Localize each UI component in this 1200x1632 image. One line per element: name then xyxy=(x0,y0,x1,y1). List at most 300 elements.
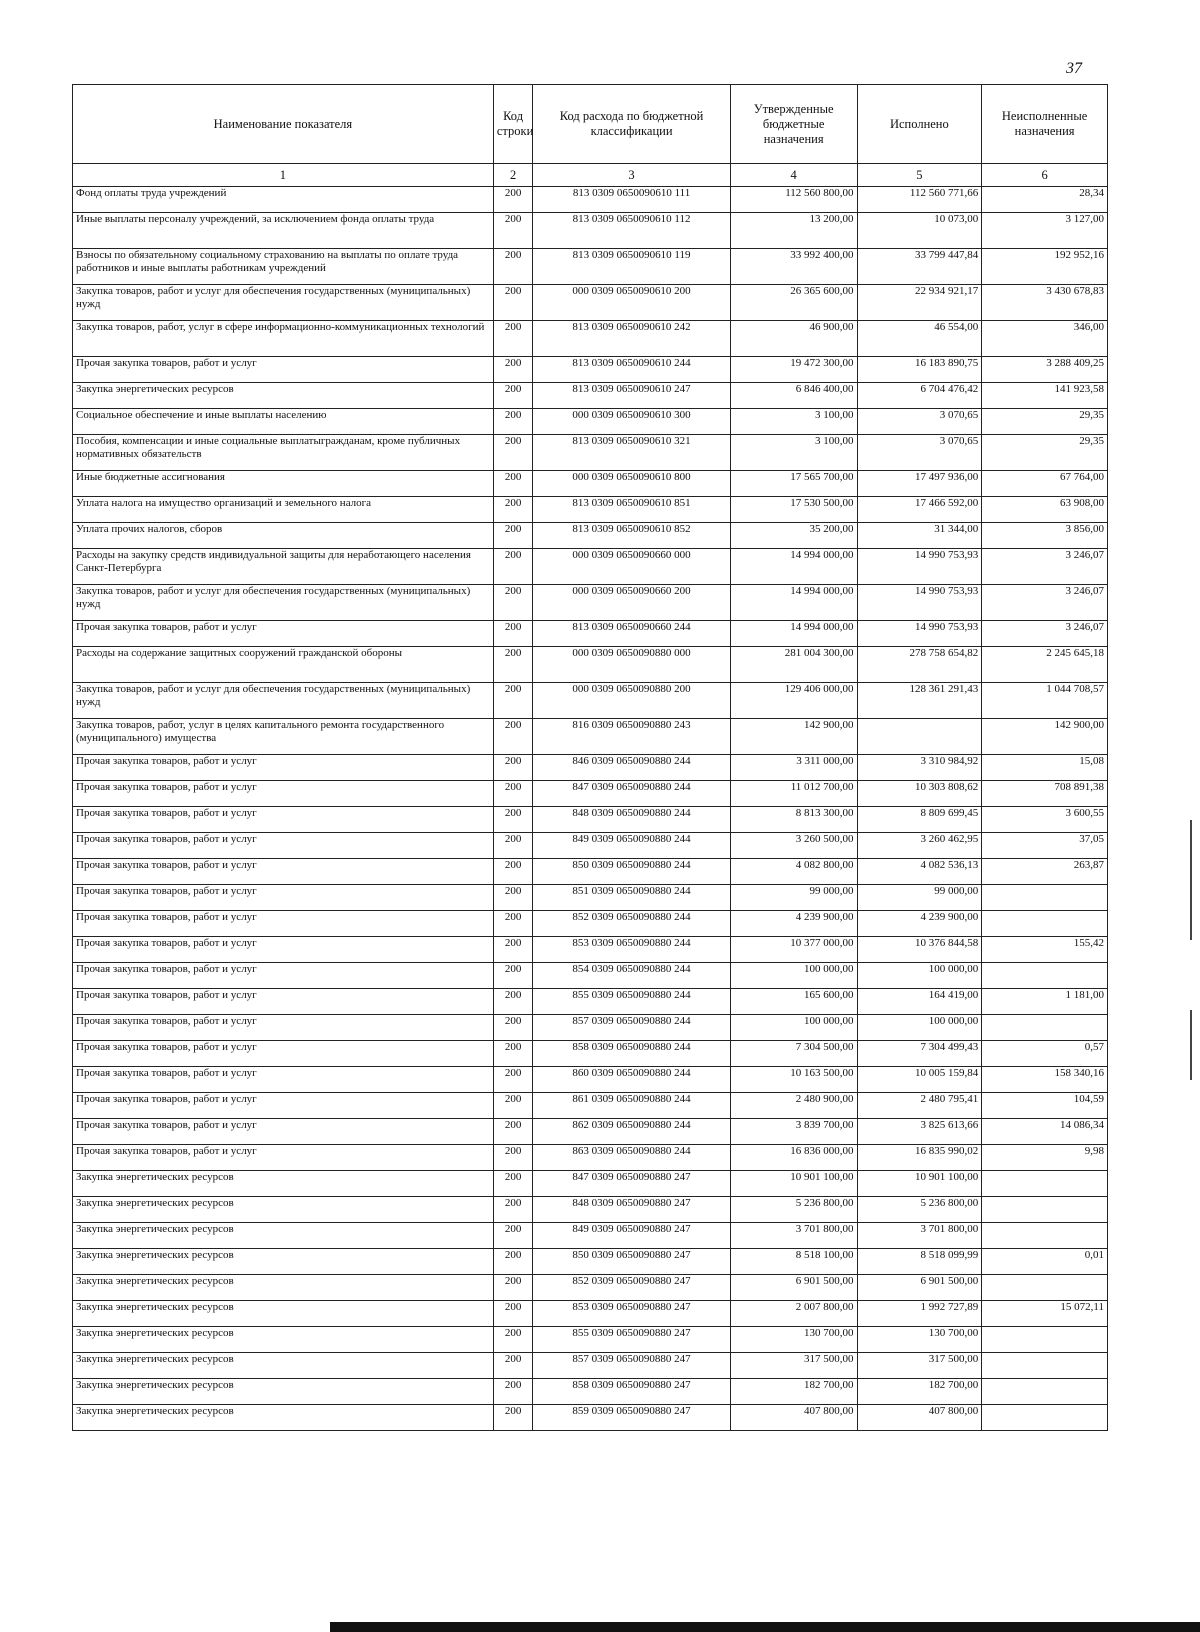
row-expense-code: 847 0309 0650090880 244 xyxy=(533,781,730,807)
table-row xyxy=(73,683,1108,719)
row-indicator-name: Прочая закупка товаров, работ и услуг xyxy=(73,963,494,989)
row-indicator-name: Закупка товаров, работ и услуг для обеспечения государственных (муниципальных) нужд xyxy=(73,683,494,719)
row-expense-code: 813 0309 0650090610 112 xyxy=(533,213,730,249)
row-approved: 6 846 400,00 xyxy=(730,383,857,409)
row-approved: 129 406 000,00 xyxy=(730,683,857,719)
table-row xyxy=(73,1301,1108,1327)
row-indicator-name: Пособия, компенсации и иные социальные выплатыгражданам, кроме публичных нормативных обязательств xyxy=(73,435,494,471)
row-approved: 3 260 500,00 xyxy=(730,833,857,859)
row-executed: 31 344,00 xyxy=(857,523,982,549)
row-expense-code: 855 0309 0650090880 247 xyxy=(533,1327,730,1353)
row-expense-code: 000 0309 0650090880 000 xyxy=(533,647,730,683)
row-indicator-name: Прочая закупка товаров, работ и услуг xyxy=(73,1015,494,1041)
row-executed: 3 070,65 xyxy=(857,435,982,471)
row-indicator-name: Иные бюджетные ассигнования xyxy=(73,471,494,497)
row-indicator-name: Уплата налога на имущество организаций и земельного налога xyxy=(73,497,494,523)
row-line-code: 200 xyxy=(493,497,532,523)
row-unexecuted: 0,01 xyxy=(982,1249,1108,1275)
row-approved: 317 500,00 xyxy=(730,1353,857,1379)
column-number: 3 xyxy=(533,164,730,187)
table-row xyxy=(73,647,1108,683)
row-approved: 142 900,00 xyxy=(730,719,857,755)
row-indicator-name: Закупка энергетических ресурсов xyxy=(73,1171,494,1197)
row-approved: 10 901 100,00 xyxy=(730,1171,857,1197)
scan-edge-mark xyxy=(1190,1010,1192,1080)
row-unexecuted: 1 044 708,57 xyxy=(982,683,1108,719)
table-row xyxy=(73,755,1108,781)
row-indicator-name: Прочая закупка товаров, работ и услуг xyxy=(73,755,494,781)
row-unexecuted: 141 923,58 xyxy=(982,383,1108,409)
row-approved: 3 839 700,00 xyxy=(730,1119,857,1145)
row-executed: 4 082 536,13 xyxy=(857,859,982,885)
row-line-code: 200 xyxy=(493,911,532,937)
row-indicator-name: Расходы на содержание защитных сооружений гражданской обороны xyxy=(73,647,494,683)
row-unexecuted xyxy=(982,911,1108,937)
row-executed: 317 500,00 xyxy=(857,1353,982,1379)
row-approved: 11 012 700,00 xyxy=(730,781,857,807)
row-executed: 8 518 099,99 xyxy=(857,1249,982,1275)
row-unexecuted: 3 600,55 xyxy=(982,807,1108,833)
table-row xyxy=(73,1093,1108,1119)
row-indicator-name: Уплата прочих налогов, сборов xyxy=(73,523,494,549)
table-row xyxy=(73,357,1108,383)
row-indicator-name: Закупка энергетических ресурсов xyxy=(73,1301,494,1327)
row-line-code: 200 xyxy=(493,1327,532,1353)
table-row xyxy=(73,1015,1108,1041)
row-unexecuted: 0,57 xyxy=(982,1041,1108,1067)
header-line-code: Код строки xyxy=(493,85,532,164)
row-indicator-name: Прочая закупка товаров, работ и услуг xyxy=(73,885,494,911)
row-line-code: 200 xyxy=(493,523,532,549)
column-number: 6 xyxy=(982,164,1108,187)
table-row xyxy=(73,719,1108,755)
row-approved: 17 530 500,00 xyxy=(730,497,857,523)
row-indicator-name: Закупка энергетических ресурсов xyxy=(73,1223,494,1249)
row-unexecuted xyxy=(982,1353,1108,1379)
table-row xyxy=(73,471,1108,497)
table-row xyxy=(73,213,1108,249)
row-unexecuted: 3 246,07 xyxy=(982,621,1108,647)
table-row xyxy=(73,1379,1108,1405)
table-row xyxy=(73,911,1108,937)
row-indicator-name: Расходы на закупку средств индивидуальной защиты для неработающего населения Санкт-Петербурга xyxy=(73,549,494,585)
row-approved: 100 000,00 xyxy=(730,1015,857,1041)
table-row xyxy=(73,621,1108,647)
row-approved: 100 000,00 xyxy=(730,963,857,989)
row-line-code: 200 xyxy=(493,885,532,911)
table-row xyxy=(73,1275,1108,1301)
row-line-code: 200 xyxy=(493,1197,532,1223)
row-indicator-name: Закупка товаров, работ и услуг для обеспечения государственных (муниципальных) нужд xyxy=(73,585,494,621)
row-executed: 5 236 800,00 xyxy=(857,1197,982,1223)
row-approved: 33 992 400,00 xyxy=(730,249,857,285)
table-row xyxy=(73,833,1108,859)
table-row xyxy=(73,409,1108,435)
row-unexecuted: 29,35 xyxy=(982,435,1108,471)
table-row xyxy=(73,1041,1108,1067)
row-approved: 5 236 800,00 xyxy=(730,1197,857,1223)
row-unexecuted xyxy=(982,1197,1108,1223)
row-line-code: 200 xyxy=(493,621,532,647)
row-line-code: 200 xyxy=(493,357,532,383)
row-expense-code: 853 0309 0650090880 247 xyxy=(533,1301,730,1327)
row-expense-code: 000 0309 0650090610 200 xyxy=(533,285,730,321)
row-line-code: 200 xyxy=(493,249,532,285)
table-row xyxy=(73,989,1108,1015)
row-unexecuted: 63 908,00 xyxy=(982,497,1108,523)
row-indicator-name: Социальное обеспечение и иные выплаты населению xyxy=(73,409,494,435)
row-indicator-name: Прочая закупка товаров, работ и услуг xyxy=(73,1093,494,1119)
row-approved: 182 700,00 xyxy=(730,1379,857,1405)
row-expense-code: 850 0309 0650090880 247 xyxy=(533,1249,730,1275)
scan-edge-mark xyxy=(1190,820,1192,940)
row-line-code: 200 xyxy=(493,1353,532,1379)
row-executed: 16 835 990,02 xyxy=(857,1145,982,1171)
table-row xyxy=(73,1145,1108,1171)
table-row xyxy=(73,1067,1108,1093)
table-row xyxy=(73,1327,1108,1353)
row-line-code: 200 xyxy=(493,719,532,755)
row-line-code: 200 xyxy=(493,989,532,1015)
row-approved: 8 518 100,00 xyxy=(730,1249,857,1275)
row-line-code: 200 xyxy=(493,383,532,409)
column-number-row xyxy=(73,164,1108,187)
row-approved: 10 163 500,00 xyxy=(730,1067,857,1093)
row-executed: 17 466 592,00 xyxy=(857,497,982,523)
row-executed: 8 809 699,45 xyxy=(857,807,982,833)
row-unexecuted xyxy=(982,1405,1108,1431)
row-executed: 10 303 808,62 xyxy=(857,781,982,807)
row-executed: 46 554,00 xyxy=(857,321,982,357)
row-line-code: 200 xyxy=(493,1041,532,1067)
row-expense-code: 858 0309 0650090880 244 xyxy=(533,1041,730,1067)
row-line-code: 200 xyxy=(493,285,532,321)
table-row xyxy=(73,249,1108,285)
row-executed: 2 480 795,41 xyxy=(857,1093,982,1119)
row-unexecuted: 9,98 xyxy=(982,1145,1108,1171)
row-unexecuted xyxy=(982,1379,1108,1405)
row-unexecuted: 3 127,00 xyxy=(982,213,1108,249)
row-unexecuted xyxy=(982,1171,1108,1197)
row-expense-code: 848 0309 0650090880 247 xyxy=(533,1197,730,1223)
row-executed: 182 700,00 xyxy=(857,1379,982,1405)
row-unexecuted: 2 245 645,18 xyxy=(982,647,1108,683)
row-expense-code: 855 0309 0650090880 244 xyxy=(533,989,730,1015)
row-expense-code: 861 0309 0650090880 244 xyxy=(533,1093,730,1119)
row-unexecuted xyxy=(982,1223,1108,1249)
table-row xyxy=(73,885,1108,911)
row-expense-code: 859 0309 0650090880 247 xyxy=(533,1405,730,1431)
row-executed: 14 990 753,93 xyxy=(857,549,982,585)
header-indicator-name: Наименование показателя xyxy=(73,85,494,164)
row-expense-code: 813 0309 0650090610 852 xyxy=(533,523,730,549)
row-approved: 7 304 500,00 xyxy=(730,1041,857,1067)
row-approved: 4 239 900,00 xyxy=(730,911,857,937)
row-indicator-name: Прочая закупка товаров, работ и услуг xyxy=(73,621,494,647)
row-expense-code: 847 0309 0650090880 247 xyxy=(533,1171,730,1197)
row-executed: 17 497 936,00 xyxy=(857,471,982,497)
row-unexecuted: 3 246,07 xyxy=(982,585,1108,621)
row-indicator-name: Закупка товаров, работ, услуг в целях капитального ремонта государственного (муниципального) имущества xyxy=(73,719,494,755)
header-executed: Исполнено xyxy=(857,85,982,164)
row-expense-code: 863 0309 0650090880 244 xyxy=(533,1145,730,1171)
row-indicator-name: Закупка энергетических ресурсов xyxy=(73,383,494,409)
row-line-code: 200 xyxy=(493,187,532,213)
row-unexecuted: 37,05 xyxy=(982,833,1108,859)
row-expense-code: 858 0309 0650090880 247 xyxy=(533,1379,730,1405)
table-row xyxy=(73,285,1108,321)
column-number: 5 xyxy=(857,164,982,187)
row-executed: 10 901 100,00 xyxy=(857,1171,982,1197)
row-executed: 3 825 613,66 xyxy=(857,1119,982,1145)
row-line-code: 200 xyxy=(493,549,532,585)
row-approved: 281 004 300,00 xyxy=(730,647,857,683)
row-expense-code: 851 0309 0650090880 244 xyxy=(533,885,730,911)
row-unexecuted: 708 891,38 xyxy=(982,781,1108,807)
row-line-code: 200 xyxy=(493,1301,532,1327)
row-executed: 130 700,00 xyxy=(857,1327,982,1353)
row-unexecuted: 263,87 xyxy=(982,859,1108,885)
row-line-code: 200 xyxy=(493,1093,532,1119)
row-approved: 16 836 000,00 xyxy=(730,1145,857,1171)
row-approved: 13 200,00 xyxy=(730,213,857,249)
row-approved: 14 994 000,00 xyxy=(730,549,857,585)
row-executed: 10 005 159,84 xyxy=(857,1067,982,1093)
row-unexecuted xyxy=(982,1327,1108,1353)
row-expense-code: 813 0309 0650090610 242 xyxy=(533,321,730,357)
row-unexecuted: 28,34 xyxy=(982,187,1108,213)
row-approved: 14 994 000,00 xyxy=(730,585,857,621)
row-executed: 3 260 462,95 xyxy=(857,833,982,859)
row-indicator-name: Прочая закупка товаров, работ и услуг xyxy=(73,833,494,859)
row-executed: 3 701 800,00 xyxy=(857,1223,982,1249)
row-approved: 35 200,00 xyxy=(730,523,857,549)
row-executed: 164 419,00 xyxy=(857,989,982,1015)
row-approved: 6 901 500,00 xyxy=(730,1275,857,1301)
row-expense-code: 860 0309 0650090880 244 xyxy=(533,1067,730,1093)
row-expense-code: 849 0309 0650090880 247 xyxy=(533,1223,730,1249)
row-approved: 2 480 900,00 xyxy=(730,1093,857,1119)
row-approved: 165 600,00 xyxy=(730,989,857,1015)
row-indicator-name: Прочая закупка товаров, работ и услуг xyxy=(73,1145,494,1171)
page-number: 37 xyxy=(1066,60,1082,77)
row-line-code: 200 xyxy=(493,683,532,719)
row-executed: 6 704 476,42 xyxy=(857,383,982,409)
row-expense-code: 849 0309 0650090880 244 xyxy=(533,833,730,859)
row-approved: 8 813 300,00 xyxy=(730,807,857,833)
column-number: 2 xyxy=(493,164,532,187)
row-executed: 3 310 984,92 xyxy=(857,755,982,781)
row-unexecuted: 192 952,16 xyxy=(982,249,1108,285)
row-expense-code: 852 0309 0650090880 247 xyxy=(533,1275,730,1301)
row-executed: 407 800,00 xyxy=(857,1405,982,1431)
row-line-code: 200 xyxy=(493,859,532,885)
row-approved: 2 007 800,00 xyxy=(730,1301,857,1327)
header-expense-code: Код расхода по бюджетной классификации xyxy=(533,85,730,164)
row-approved: 26 365 600,00 xyxy=(730,285,857,321)
row-approved: 3 100,00 xyxy=(730,435,857,471)
table-row xyxy=(73,1119,1108,1145)
row-executed: 14 990 753,93 xyxy=(857,585,982,621)
row-unexecuted: 67 764,00 xyxy=(982,471,1108,497)
row-indicator-name: Закупка энергетических ресурсов xyxy=(73,1275,494,1301)
row-executed: 7 304 499,43 xyxy=(857,1041,982,1067)
table-row xyxy=(73,383,1108,409)
row-expense-code: 000 0309 0650090610 800 xyxy=(533,471,730,497)
table-row xyxy=(73,497,1108,523)
row-indicator-name: Закупка товаров, работ, услуг в сфере информационно-коммуникационных технологий xyxy=(73,321,494,357)
row-expense-code: 846 0309 0650090880 244 xyxy=(533,755,730,781)
row-unexecuted: 3 288 409,25 xyxy=(982,357,1108,383)
table-row xyxy=(73,435,1108,471)
row-unexecuted: 1 181,00 xyxy=(982,989,1108,1015)
row-executed: 112 560 771,66 xyxy=(857,187,982,213)
table-row xyxy=(73,549,1108,585)
row-unexecuted: 155,42 xyxy=(982,937,1108,963)
row-approved: 17 565 700,00 xyxy=(730,471,857,497)
row-line-code: 200 xyxy=(493,1015,532,1041)
row-executed: 4 239 900,00 xyxy=(857,911,982,937)
row-indicator-name: Прочая закупка товаров, работ и услуг xyxy=(73,989,494,1015)
row-unexecuted xyxy=(982,1015,1108,1041)
row-expense-code: 857 0309 0650090880 244 xyxy=(533,1015,730,1041)
row-approved: 407 800,00 xyxy=(730,1405,857,1431)
row-expense-code: 813 0309 0650090610 119 xyxy=(533,249,730,285)
row-unexecuted xyxy=(982,963,1108,989)
table-row xyxy=(73,523,1108,549)
row-executed: 3 070,65 xyxy=(857,409,982,435)
row-unexecuted: 346,00 xyxy=(982,321,1108,357)
row-expense-code: 813 0309 0650090610 244 xyxy=(533,357,730,383)
row-line-code: 200 xyxy=(493,1145,532,1171)
row-line-code: 200 xyxy=(493,1171,532,1197)
row-expense-code: 813 0309 0650090610 111 xyxy=(533,187,730,213)
row-line-code: 200 xyxy=(493,1275,532,1301)
row-line-code: 200 xyxy=(493,435,532,471)
table-row xyxy=(73,1171,1108,1197)
row-approved: 19 472 300,00 xyxy=(730,357,857,383)
row-indicator-name: Закупка энергетических ресурсов xyxy=(73,1353,494,1379)
row-indicator-name: Закупка энергетических ресурсов xyxy=(73,1197,494,1223)
row-approved: 4 082 800,00 xyxy=(730,859,857,885)
row-expense-code: 813 0309 0650090610 851 xyxy=(533,497,730,523)
row-unexecuted xyxy=(982,1275,1108,1301)
row-executed: 100 000,00 xyxy=(857,1015,982,1041)
row-line-code: 200 xyxy=(493,213,532,249)
row-executed: 14 990 753,93 xyxy=(857,621,982,647)
row-line-code: 200 xyxy=(493,833,532,859)
row-expense-code: 813 0309 0650090610 247 xyxy=(533,383,730,409)
row-line-code: 200 xyxy=(493,1249,532,1275)
table-row xyxy=(73,1197,1108,1223)
row-approved: 3 311 000,00 xyxy=(730,755,857,781)
row-line-code: 200 xyxy=(493,937,532,963)
row-expense-code: 852 0309 0650090880 244 xyxy=(533,911,730,937)
row-executed: 1 992 727,89 xyxy=(857,1301,982,1327)
row-unexecuted xyxy=(982,885,1108,911)
row-line-code: 200 xyxy=(493,1379,532,1405)
row-unexecuted: 29,35 xyxy=(982,409,1108,435)
table-row xyxy=(73,1223,1108,1249)
row-approved: 130 700,00 xyxy=(730,1327,857,1353)
column-number: 1 xyxy=(73,164,494,187)
row-line-code: 200 xyxy=(493,1119,532,1145)
row-approved: 112 560 800,00 xyxy=(730,187,857,213)
row-indicator-name: Прочая закупка товаров, работ и услуг xyxy=(73,937,494,963)
row-unexecuted: 104,59 xyxy=(982,1093,1108,1119)
row-expense-code: 853 0309 0650090880 244 xyxy=(533,937,730,963)
row-expense-code: 862 0309 0650090880 244 xyxy=(533,1119,730,1145)
row-line-code: 200 xyxy=(493,781,532,807)
row-indicator-name: Прочая закупка товаров, работ и услуг xyxy=(73,1067,494,1093)
scan-edge-line xyxy=(330,1622,1200,1632)
row-indicator-name: Прочая закупка товаров, работ и услуг xyxy=(73,911,494,937)
row-executed: 6 901 500,00 xyxy=(857,1275,982,1301)
row-executed xyxy=(857,719,982,755)
table-row xyxy=(73,807,1108,833)
row-unexecuted: 3 246,07 xyxy=(982,549,1108,585)
row-unexecuted: 15 072,11 xyxy=(982,1301,1108,1327)
table-row xyxy=(73,937,1108,963)
row-approved: 99 000,00 xyxy=(730,885,857,911)
row-expense-code: 000 0309 0650090660 000 xyxy=(533,549,730,585)
row-expense-code: 813 0309 0650090660 244 xyxy=(533,621,730,647)
row-expense-code: 000 0309 0650090660 200 xyxy=(533,585,730,621)
column-number: 4 xyxy=(730,164,857,187)
table-row xyxy=(73,963,1108,989)
row-unexecuted: 3 856,00 xyxy=(982,523,1108,549)
row-indicator-name: Прочая закупка товаров, работ и услуг xyxy=(73,807,494,833)
row-unexecuted: 158 340,16 xyxy=(982,1067,1108,1093)
row-indicator-name: Прочая закупка товаров, работ и услуг xyxy=(73,781,494,807)
table-row xyxy=(73,859,1108,885)
row-line-code: 200 xyxy=(493,1067,532,1093)
table-row xyxy=(73,321,1108,357)
row-indicator-name: Взносы по обязательному социальному страхованию на выплаты по оплате труда работников и иные выплаты работникам учреждений xyxy=(73,249,494,285)
table-row xyxy=(73,1405,1108,1431)
row-line-code: 200 xyxy=(493,807,532,833)
header-unexecuted: Неисполненные назначения xyxy=(982,85,1108,164)
row-executed: 128 361 291,43 xyxy=(857,683,982,719)
row-approved: 14 994 000,00 xyxy=(730,621,857,647)
row-unexecuted: 3 430 678,83 xyxy=(982,285,1108,321)
row-line-code: 200 xyxy=(493,471,532,497)
header-approved: Утвержденные бюджетные назначения xyxy=(730,85,857,164)
row-indicator-name: Закупка товаров, работ и услуг для обеспечения государственных (муниципальных) нужд xyxy=(73,285,494,321)
row-unexecuted: 142 900,00 xyxy=(982,719,1108,755)
row-indicator-name: Прочая закупка товаров, работ и услуг xyxy=(73,357,494,383)
table-row xyxy=(73,781,1108,807)
row-line-code: 200 xyxy=(493,755,532,781)
row-unexecuted: 15,08 xyxy=(982,755,1108,781)
row-executed: 99 000,00 xyxy=(857,885,982,911)
row-executed: 22 934 921,17 xyxy=(857,285,982,321)
row-approved: 46 900,00 xyxy=(730,321,857,357)
row-indicator-name: Закупка энергетических ресурсов xyxy=(73,1249,494,1275)
row-line-code: 200 xyxy=(493,321,532,357)
row-indicator-name: Прочая закупка товаров, работ и услуг xyxy=(73,859,494,885)
row-expense-code: 813 0309 0650090610 321 xyxy=(533,435,730,471)
row-unexecuted: 14 086,34 xyxy=(982,1119,1108,1145)
budget-report-table xyxy=(72,84,1108,1431)
row-indicator-name: Прочая закупка товаров, работ и услуг xyxy=(73,1119,494,1145)
row-expense-code: 854 0309 0650090880 244 xyxy=(533,963,730,989)
row-line-code: 200 xyxy=(493,585,532,621)
row-executed: 16 183 890,75 xyxy=(857,357,982,383)
row-expense-code: 848 0309 0650090880 244 xyxy=(533,807,730,833)
table-row xyxy=(73,1249,1108,1275)
row-indicator-name: Прочая закупка товаров, работ и услуг xyxy=(73,1041,494,1067)
